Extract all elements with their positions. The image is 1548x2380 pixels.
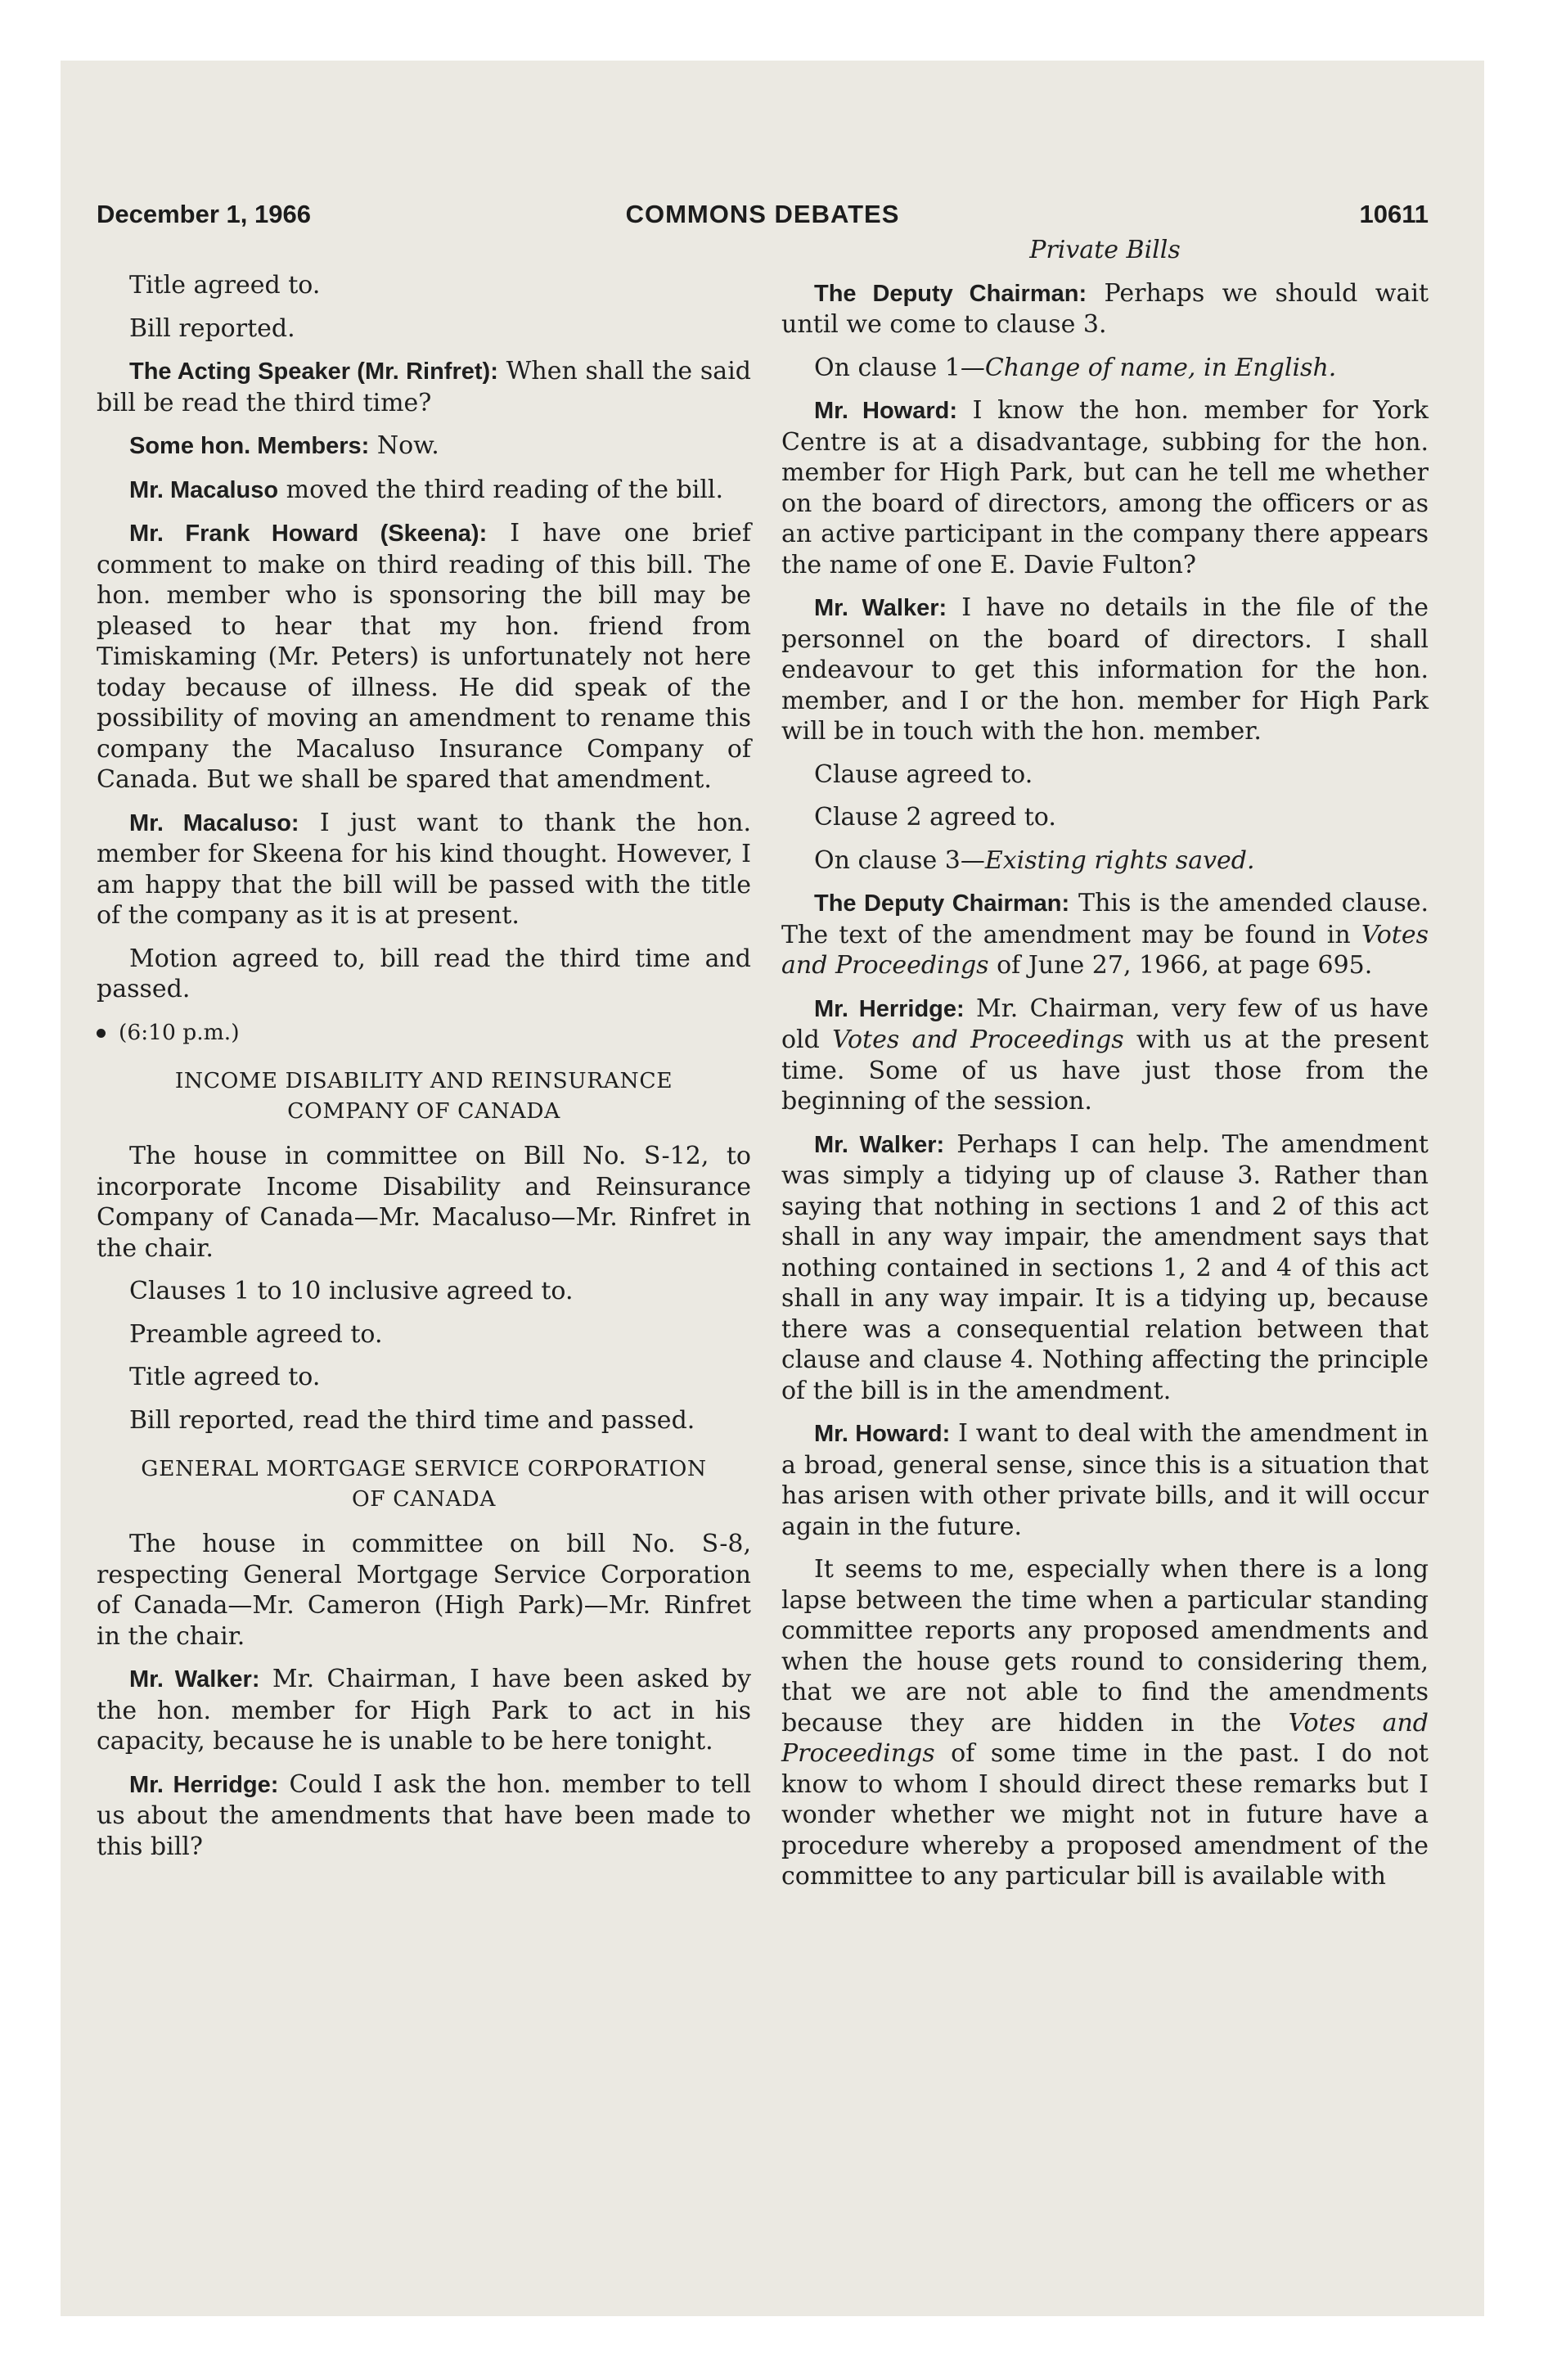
page-header — [97, 200, 1429, 236]
paragraph — [781, 1554, 1429, 1892]
clause-title: Change of name, in English. — [984, 353, 1337, 382]
running-head: Private Bills — [1029, 236, 1181, 264]
speech-text: of June 27, 1966, at page 695. — [988, 951, 1373, 980]
section-heading-line: COMPANY OF CANADA — [287, 1098, 560, 1124]
speech-text: When shall the said bill be read the third time? — [97, 357, 751, 417]
paragraph — [781, 994, 1429, 1117]
speaker-name: The Acting Speaker (Mr. Rinfret): — [129, 358, 498, 385]
paragraph: Bill reported, read the third time and passed. — [129, 1405, 695, 1435]
right-column — [781, 235, 1429, 1904]
paragraph: The house in committee on bill No. S-8, respecting General Mortgage Service Corporation of Canada—Mr. Cameron (High Park)—Mr. Rinfret in the chair. — [97, 1530, 751, 1651]
speech-text: Mr. Chairman, very few of us have old — [781, 994, 1429, 1054]
section-heading-line: INCOME DISABILITY AND REINSURANCE — [174, 1068, 673, 1093]
paragraph — [97, 808, 751, 931]
speech-text: I have no details in the file of the personnel on the board of directors. I shall endeavour to get this information for the hon. member, and I or the hon. member for High Park will be in touch with the hon. member. — [781, 593, 1429, 746]
publication-title: Votes and Proceedings — [781, 920, 1429, 980]
speech-text: Perhaps we should wait until we come to clause 3. — [781, 278, 1429, 339]
paragraph: Title agreed to. — [129, 271, 321, 300]
publication-title: Votes and Proceedings — [781, 1708, 1429, 1768]
paragraph: Clause 2 agreed to. — [814, 803, 1056, 832]
speaker-name: Mr. Walker: — [814, 595, 947, 621]
left-column — [97, 270, 751, 1874]
clause-label: On clause 1— — [814, 353, 985, 382]
section-heading — [97, 1454, 751, 1514]
speech-text: Now. — [369, 431, 439, 460]
speaker-name: Mr. Herridge: — [814, 995, 965, 1022]
speaker-name: The Deputy Chairman: — [814, 890, 1070, 917]
paragraph — [781, 845, 1429, 877]
speech-text: with us at the present time. Some of us have just those from the beginning of the session. — [781, 1025, 1429, 1116]
speaker-name: Mr. Herridge: — [129, 1771, 279, 1798]
paragraph — [781, 593, 1429, 747]
speaker-name: Mr. Frank Howard (Skeena): — [129, 521, 488, 547]
paragraph: Motion agreed to, bill read the third time and passed. — [97, 944, 751, 1003]
speech-text: Could I ask the hon. member to tell us about the amendments that have been made to this bill? — [97, 1769, 751, 1861]
header-title: COMMONS DEBATES — [625, 200, 900, 228]
speech-text: I just want to thank the hon. member for Skeena for his kind thought. However, I am happy that the bill will be passed with the title of the company as it is at present. — [97, 808, 751, 930]
speech-text: This is the amended clause. The text of the amendment may be found in — [781, 889, 1429, 949]
paragraph — [97, 518, 751, 796]
paragraph — [781, 1418, 1429, 1542]
header-page-number: 10611 — [1359, 200, 1429, 228]
paragraph — [781, 278, 1429, 340]
time-text: (6:10 p.m.) — [119, 1019, 240, 1045]
speaker-name: Some hon. Members: — [129, 433, 370, 459]
section-heading-line: OF CANADA — [351, 1486, 497, 1512]
clause-label: On clause 3— — [814, 845, 985, 875]
speaker-name: Mr. Walker: — [814, 1131, 945, 1158]
paragraph — [97, 1664, 751, 1757]
speaker-name: Mr. Howard: — [814, 1421, 951, 1447]
paragraph — [97, 475, 751, 507]
header-date: December 1, 1966 — [97, 200, 311, 228]
speech-text: I have one brief comment to make on third reading of this bill. The hon. member who is sponsoring the bill may be pleased to hear that my hon. friend from Timiskaming (Mr. Peters) is unfortunately not here today because of illness. He did speak of the possibility of moving an amendment to rename this company the Macaluso Insurance Company of Canada. But we shall be spared that amendment. — [97, 519, 751, 794]
speaker-name: Mr. Macaluso — [129, 476, 279, 503]
speaker-name: Mr. Walker: — [129, 1666, 260, 1693]
paragraph — [781, 888, 1429, 981]
paragraph: The house in committee on Bill No. S-12, to incorporate Income Disability and Reinsurance Company of Canada—Mr. Macaluso—Mr. Rinfret in the chair. — [97, 1142, 751, 1263]
time-marker — [97, 1017, 751, 1048]
paragraph: Clause agreed to. — [814, 760, 1033, 789]
speech-text: It seems to me, especially when there is a long lapse between the time when a particular standing committee reports any proposed amendments and when the house gets round to considering them, that we are not able to find the amendments because they are hidden in the — [781, 1555, 1429, 1738]
bullet-icon — [97, 1029, 106, 1038]
speech-text: Perhaps I can help. The amendment was simply a tidying up of clause 3. Rather than saying that nothing in sections 1 and 2 of this act shall in any way impair, the amendment says that nothing contained in sections 1, 2 and 4 of this act shall in any way impair. It is a tidying up, because there was a consequential relation between that clause and clause 4. Nothing affecting the principle of the bill is in the amendment. — [781, 1129, 1429, 1405]
paragraph: Clauses 1 to 10 inclusive agreed to. — [129, 1277, 574, 1305]
publication-title: Votes and Proceedings — [832, 1025, 1124, 1054]
speaker-name: The Deputy Chairman: — [814, 280, 1087, 307]
paragraph: Bill reported. — [129, 313, 295, 343]
speech-text: moved the third reading of the bill. — [278, 475, 724, 504]
paragraph — [781, 353, 1429, 384]
paragraph — [97, 1769, 751, 1863]
paragraph — [97, 356, 751, 418]
paragraph — [781, 395, 1429, 580]
speech-text: Mr. Chairman, I have been asked by the hon. member for High Park to act in his capacity, because he is unable to be here tonight. — [97, 1665, 752, 1756]
speech-text: I want to deal with the amendment in a broad, general sense, since this is a situation that has arisen with other private bills, and it will occur again in the future. — [781, 1419, 1429, 1541]
paragraph: Title agreed to. — [129, 1363, 321, 1391]
speaker-name: Mr. Macaluso: — [129, 809, 299, 836]
section-heading — [97, 1066, 751, 1126]
clause-title: Existing rights saved. — [984, 845, 1255, 875]
speech-text: of some time in the past. I do not know to whom I should direct these remarks but I wonder whether we might not in future have a procedure whereby a proposed amendment of the committee to any particular bill is available with — [781, 1739, 1429, 1891]
paragraph — [781, 1129, 1429, 1407]
paragraph — [97, 430, 751, 462]
speaker-name: Mr. Howard: — [814, 398, 958, 424]
paragraph: Preamble agreed to. — [129, 1319, 383, 1349]
speech-text: I know the hon. member for York Centre is at a disadvantage, subbing for the hon. member for High Park, but can he tell me whether on the board of directors, among the officers or as an active participant in the company there appears the name of one E. Davie Fulton? — [781, 396, 1429, 579]
section-heading-line: GENERAL MORTGAGE SERVICE CORPORATION — [141, 1456, 707, 1481]
